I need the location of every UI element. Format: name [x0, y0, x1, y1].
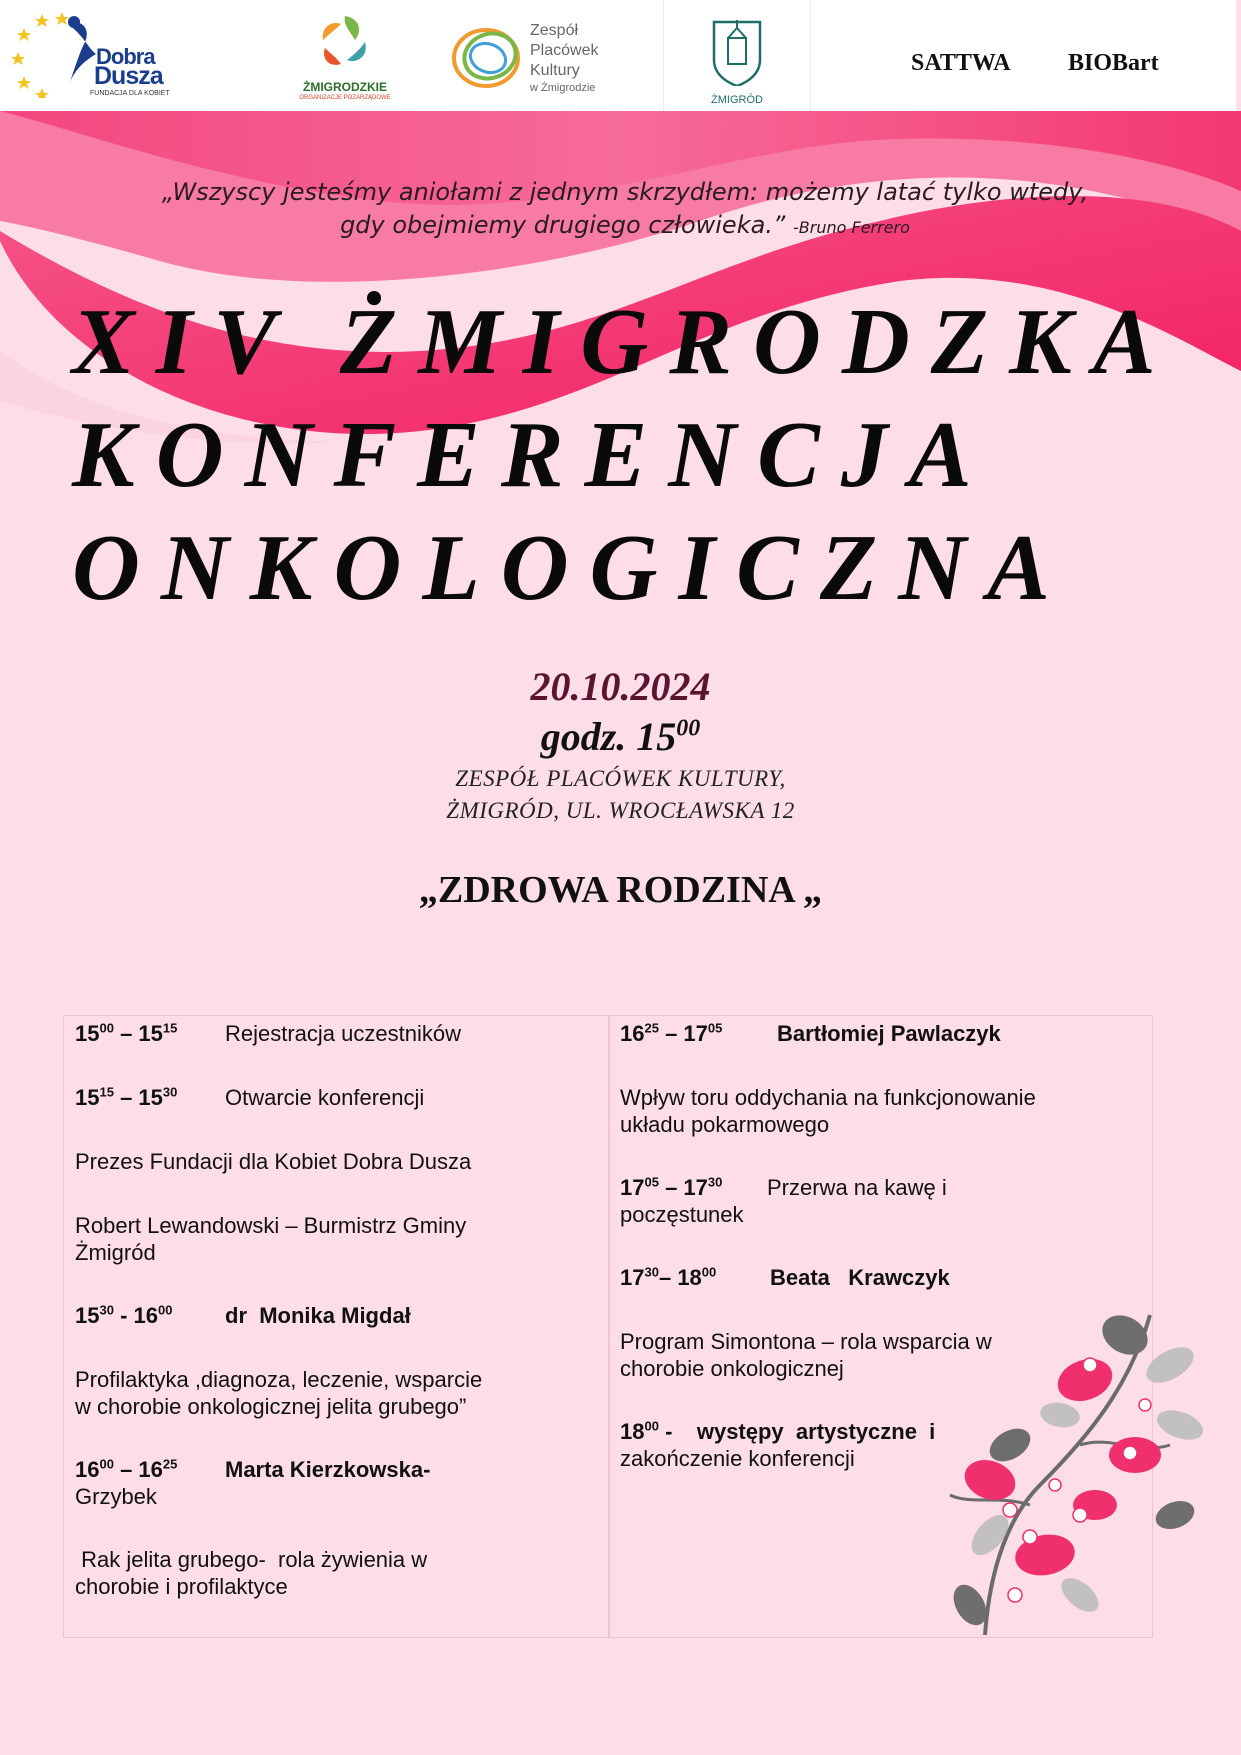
agenda-slot-label: Przerwa na kawę i	[767, 1175, 947, 1200]
title-line1: XIV ŻMIGRODZKA	[72, 290, 1177, 394]
event-time	[0, 713, 1241, 760]
agenda-slot-pawlaczyk	[620, 1020, 1001, 1047]
agenda-slot-time: $18^{00}$	[620, 1418, 659, 1444]
leaf-emblem-icon	[285, 12, 405, 74]
agenda-slot-time: $17^{05} - 17^{30}$	[620, 1174, 723, 1200]
zpk-line3: Kultury	[530, 62, 580, 79]
agenda-topic-migdal-line1: Profilaktyka ,diagnoza, leczenie, wsparcie	[75, 1367, 483, 1392]
agenda-slot-label: - występy artystyczne i	[665, 1419, 936, 1444]
agenda-slot-speaker: Bartłomiej Pawlaczyk	[777, 1021, 1001, 1046]
flower-branch-icon	[930, 1305, 1210, 1650]
sponsor-sattwa: SATTWA	[911, 50, 1011, 76]
agenda-slot-coffee-break	[620, 1174, 947, 1201]
agenda-topic-pawlaczyk-line1: Wpływ toru oddychania na funkcjonowanie	[620, 1085, 1036, 1110]
event-venue-line1: ZESPÓŁ PLACÓWEK KULTURY,	[455, 766, 786, 791]
zmigrodzkie-logo	[285, 12, 405, 104]
zpk-rings-icon	[450, 18, 526, 94]
event-venue-line2: ŻMIGRÓD, UL. WROCŁAWSKA 12	[446, 798, 795, 823]
agenda-speaker-burmistrz-line2: Żmigród	[75, 1240, 156, 1265]
agenda-slot-migdal	[75, 1302, 411, 1329]
agenda-slot-speaker: Marta Kierzkowska-	[225, 1457, 431, 1482]
zpk-line2: Placówek	[530, 42, 599, 59]
event-time-minutes: 00	[676, 715, 701, 742]
zmigrodzkie-name: ŻMIGRODZKIE	[303, 80, 387, 94]
agenda-slot-speaker: Beata Krawczyk	[770, 1265, 950, 1290]
event-date: 20.10.2024	[530, 664, 711, 709]
agenda-slot-closing	[620, 1418, 935, 1445]
dobra-dusza-name-line2: Dusza	[94, 62, 163, 90]
dobra-dusza-logo	[10, 8, 180, 98]
dobra-dusza-name-line1: Dobra	[96, 44, 155, 69]
agenda-slot-time: $15^{30} - 16^{00}$	[75, 1302, 173, 1328]
zmigrod-crest-caption: ŻMIGRÓD	[711, 94, 763, 106]
agenda-topic-kierzkowska-line1: Rak jelita grubego- rola żywienia w	[75, 1547, 428, 1572]
agenda-speaker-burmistrz-line1: Robert Lewandowski – Burmistrz Gminy	[75, 1213, 467, 1238]
quote	[90, 176, 1160, 244]
agenda-slot-time: $15^{15} - 15^{30}$	[75, 1084, 178, 1110]
agenda-slot-label: Otwarcie konferencji	[225, 1085, 425, 1110]
quote-author: -Bruno Ferrero	[793, 218, 910, 237]
agenda-slot-registration	[75, 1020, 461, 1047]
agenda-speaker-fundacja: Prezes Fundacji dla Kobiet Dobra Dusza	[75, 1149, 472, 1174]
quote-line1: „Wszyscy jesteśmy aniołami z jednym skrzydłem: możemy latać tylko wtedy,	[161, 178, 1089, 206]
zpk-line1: Zespół	[530, 22, 579, 39]
agenda-column-divider	[608, 1015, 610, 1638]
zpk-logo	[450, 18, 620, 102]
agenda-slot-speaker: dr Monika Migdał	[225, 1303, 411, 1328]
agenda-topic-krawczyk-line2: chorobie onkologicznej	[620, 1356, 844, 1381]
quote-line2-wrap	[90, 209, 1160, 244]
agenda-slot-time: $16^{00} - 16^{25}$	[75, 1456, 178, 1482]
logo-bar	[0, 0, 1236, 111]
agenda-slot-time: $15^{00} - 15^{15}$	[75, 1020, 178, 1046]
zpk-line4: w Żmigrodzie	[530, 82, 596, 94]
agenda-slot-time: $17^{30}-$ $18^{00}$	[620, 1264, 717, 1290]
zmigrodzkie-subtitle: ORGANIZACJE POZARZĄDOWE	[299, 95, 391, 101]
agenda-slot-label-line2: zakończenie konferencji	[620, 1446, 855, 1471]
zmigrod-crest-logo	[663, 0, 811, 111]
agenda-topic-pawlaczyk-line2: układu pokarmowego	[620, 1112, 830, 1137]
sponsor-biobart: BIOBart	[1068, 50, 1159, 76]
city-crest-icon	[664, 0, 810, 86]
agenda-slot-krawczyk	[620, 1264, 950, 1291]
agenda-slot-label-line2: poczęstunek	[620, 1202, 744, 1227]
quote-line2: gdy obejmiemy drugiego człowieka.”	[340, 211, 786, 239]
title-line2: KONFERENCJA	[72, 403, 993, 507]
agenda-slot-speaker-line2: Grzybek	[75, 1484, 157, 1509]
event-motto: „ZDROWA RODZINA „	[418, 869, 823, 911]
title-line3: ONKOLOGICZNA	[72, 516, 1071, 620]
agenda-slot-time: $16^{25} - 17^{05}$	[620, 1020, 723, 1046]
agenda-topic-krawczyk-line1: Program Simontona – rola wsparcia w	[620, 1329, 992, 1354]
agenda-slot-kierzkowska	[75, 1456, 431, 1483]
agenda-slot-opening	[75, 1084, 425, 1111]
event-time-prefix: godz. 15	[540, 714, 677, 759]
agenda-slot-label: Rejestracja uczestników	[225, 1021, 461, 1046]
dobra-dusza-subtitle: FUNDACJA DLA KOBIET	[90, 90, 170, 97]
agenda-topic-migdal-line2: w chorobie onkologicznej jelita grubego”	[75, 1394, 467, 1419]
agenda-topic-kierzkowska-line2: chorobie i profilaktyce	[75, 1574, 288, 1599]
